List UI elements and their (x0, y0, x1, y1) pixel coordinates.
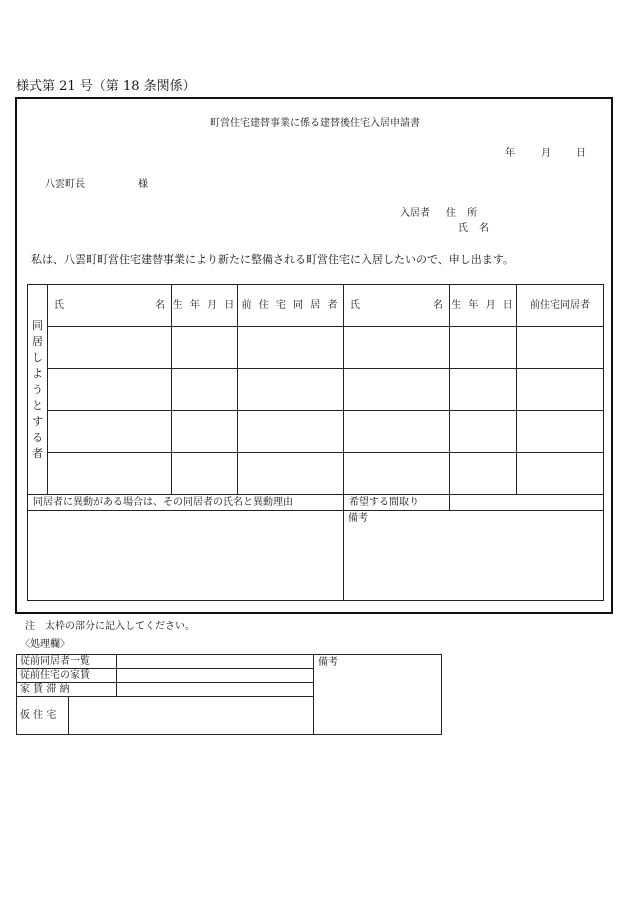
cohabitant-name-cell[interactable] (48, 369, 172, 411)
cohabitant-row (28, 453, 604, 495)
header-prev-cohabitant-right: 前住宅同居者 (517, 285, 604, 327)
header-dob-right: 生 年 月 日 (450, 285, 517, 327)
cohabitant-dob-cell[interactable] (172, 327, 238, 369)
cohabitant-name-cell[interactable] (344, 411, 450, 453)
header-dob-left: 生 年 月 日 (172, 285, 238, 327)
cohabitant-prev-cell[interactable] (517, 453, 604, 495)
cohabitant-name-cell[interactable] (344, 327, 450, 369)
temp-housing-label: 仮 住 宅 (17, 697, 69, 735)
cohabitant-name-cell[interactable] (344, 453, 450, 495)
cohabitant-name-cell[interactable] (48, 411, 172, 453)
layout-wish-label: 希望する間取り (344, 495, 450, 511)
date-month-label: 月 (541, 148, 551, 159)
applicant-name-label: 氏 名 (458, 223, 494, 234)
processing-remarks-label: 備考 (318, 657, 338, 668)
processing-row-label: 従前同居者一覧 (17, 655, 117, 669)
cohabitant-name-cell[interactable] (344, 369, 450, 411)
layout-wish-field[interactable] (450, 495, 604, 511)
cohabitant-prev-cell[interactable] (238, 369, 344, 411)
change-reason-body-row (28, 511, 604, 601)
cohabitant-row (28, 327, 604, 369)
change-reason-label: 同居者に異動がある場合は、その同居者の氏名と異動理由 (28, 495, 344, 511)
cohabitant-dob-cell[interactable] (450, 411, 517, 453)
cohabitant-prev-cell[interactable] (238, 453, 344, 495)
cohabitant-prev-cell[interactable] (517, 369, 604, 411)
cohabitants-side-label: 同 居 し よ う と す る 者 (28, 285, 48, 495)
form-title: 町営住宅建替事業に係る建替後住宅入居申請書 (210, 118, 420, 129)
cohabitants-table (27, 284, 604, 601)
cohabitant-dob-cell[interactable] (450, 453, 517, 495)
cohabitant-prev-cell[interactable] (238, 327, 344, 369)
date-day-label: 日 (576, 148, 586, 159)
cohabitant-dob-cell[interactable] (172, 453, 238, 495)
temp-housing-field[interactable] (69, 697, 314, 735)
form-number: 様式第 21 号（第 18 条関係） (16, 79, 196, 94)
cohabitant-prev-cell[interactable] (238, 411, 344, 453)
cohabitants-header-row (28, 285, 604, 327)
cohabitant-prev-cell[interactable] (517, 327, 604, 369)
cohabitant-name-cell[interactable] (48, 327, 172, 369)
cohabitant-dob-cell[interactable] (172, 411, 238, 453)
processing-section-label: 〈処理欄〉 (20, 639, 70, 650)
applicant-label: 入居者 (400, 208, 430, 219)
remarks-label: 備考 (348, 513, 368, 524)
header-prev-cohabitant-left: 前 住 宅 同 居 者 (238, 285, 344, 327)
cohabitant-dob-cell[interactable] (172, 369, 238, 411)
cohabitant-row (28, 369, 604, 411)
applicant-address-label: 住 所 (446, 208, 482, 219)
cohabitant-prev-cell[interactable] (517, 411, 604, 453)
header-name-right: 氏 名 (344, 285, 450, 327)
cohabitant-dob-cell[interactable] (450, 369, 517, 411)
processing-field[interactable] (117, 683, 314, 697)
processing-field[interactable] (117, 669, 314, 683)
processing-table (16, 654, 442, 735)
header-name-left: 氏 名 (48, 285, 172, 327)
processing-row-label: 家 賃 滞 納 (17, 683, 117, 697)
date-year-label: 年 (505, 148, 515, 159)
change-reason-field[interactable] (28, 511, 344, 601)
cohabitant-dob-cell[interactable] (450, 327, 517, 369)
addressee-suffix: 様 (138, 179, 148, 190)
remarks-field[interactable] (344, 511, 604, 601)
addressee-name: 八雲町長 (45, 179, 85, 190)
processing-remarks-cell[interactable] (314, 655, 442, 735)
cohabitant-row (28, 411, 604, 453)
processing-row-label: 従前住宅の家賃 (17, 669, 117, 683)
form-note: 注 太枠の部分に記入してください。 (25, 621, 195, 632)
change-reason-header-row (28, 495, 604, 511)
declaration-text: 私は、八雲町町営住宅建替事業により新たに整備される町営住宅に入居したいので、申し出ます。 (31, 253, 514, 266)
cohabitant-name-cell[interactable] (48, 453, 172, 495)
processing-field[interactable] (117, 655, 314, 669)
